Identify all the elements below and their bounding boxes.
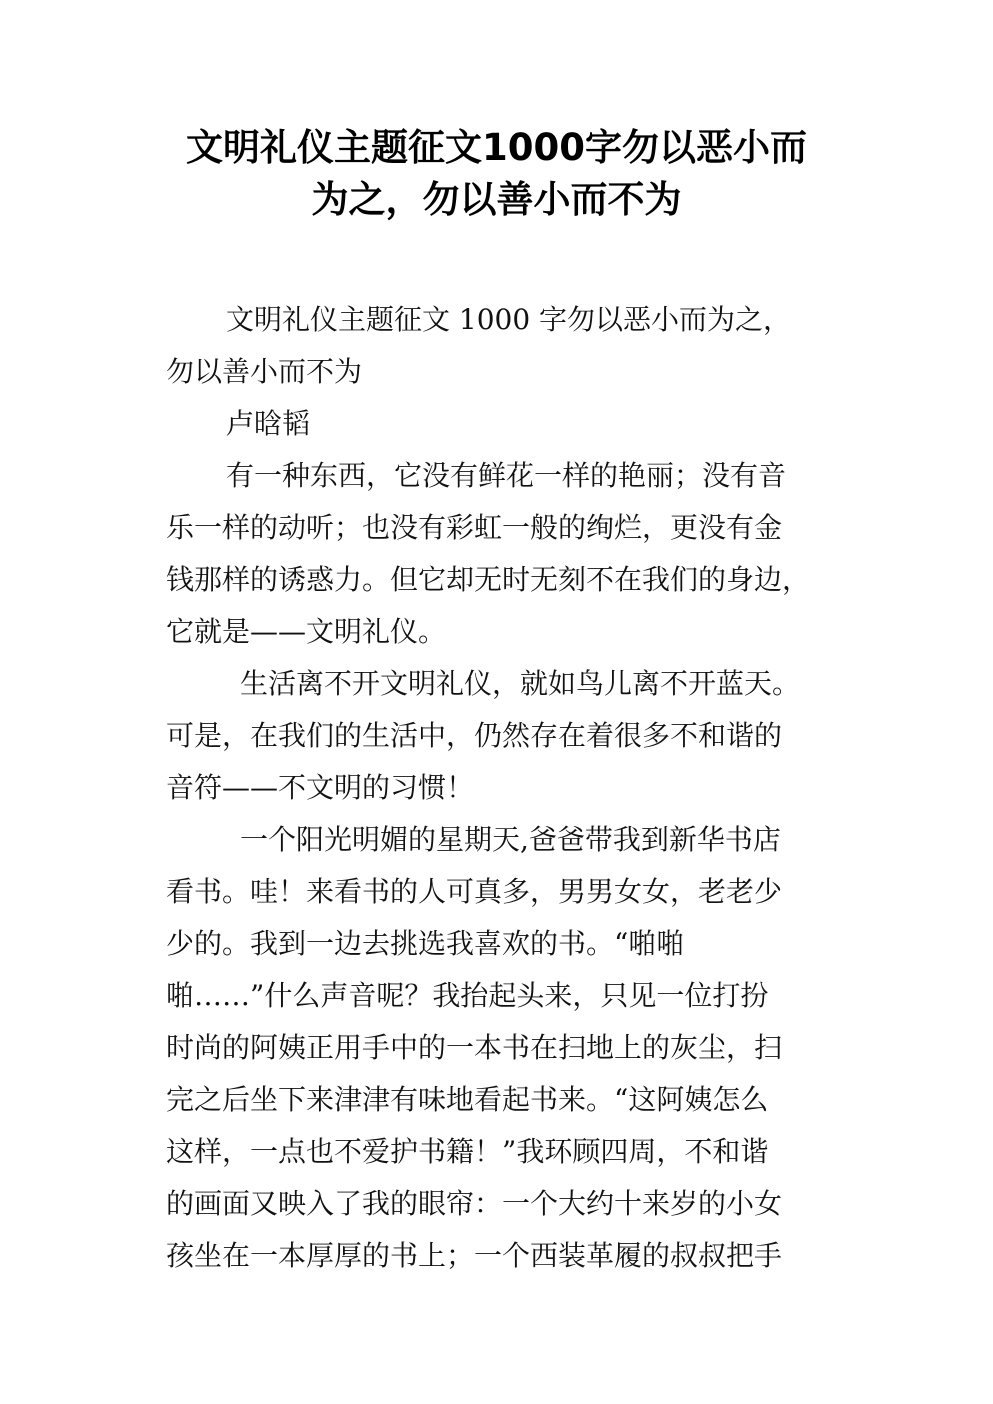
author-name: 卢晗韬	[226, 407, 311, 440]
paragraph-3-line-7: 这样，一点也不爱护书籍！”我环顾四周，不和谐	[166, 1135, 769, 1168]
document-title-line-2: 为之，勿以善小而不为	[311, 178, 682, 221]
paragraph-3-line-5: 时尚的阿姨正用手中的一本书在扫地上的灰尘，扫	[166, 1031, 783, 1064]
paragraph-2-line-3: 音符——不文明的习惯！	[166, 771, 475, 804]
subtitle-line-2: 勿以善小而不为	[166, 355, 363, 388]
paragraph-3-line-6: 完之后坐下来津津有味地看起书来。“这阿姨怎么	[166, 1083, 769, 1116]
document-title-line-1: 文明礼仪主题征文1000字勿以恶小而	[186, 126, 807, 169]
paragraph-3-line-9: 孩坐在一本厚厚的书上；一个西装革履的叔叔把手	[166, 1239, 783, 1272]
paragraph-1-line-2: 乐一样的动听；也没有彩虹一般的绚烂，更没有金	[166, 511, 783, 544]
paragraph-3-line-3: 少的。我到一边去挑选我喜欢的书。“啪啪	[166, 927, 685, 960]
paragraph-2-line-2: 可是，在我们的生活中，仍然存在着很多不和谐的	[166, 719, 783, 752]
paragraph-3-line-8: 的画面又映入了我的眼帘：一个大约十来岁的小女	[166, 1187, 783, 1220]
paragraph-3-line-1: 一个阳光明媚的星期天,爸爸带我到新华书店	[240, 823, 781, 856]
paragraph-2-line-1: 生活离不开文明礼仪，就如鸟儿离不开蓝天。	[240, 667, 801, 700]
paragraph-3-line-2: 看书。哇！来看书的人可真多，男男女女，老老少	[166, 875, 783, 908]
paragraph-1-line-3: 钱那样的诱惑力。但它却无时无刻不在我们的身边，	[166, 563, 811, 596]
paragraph-1-line-1: 有一种东西，它没有鲜花一样的艳丽；没有音	[226, 459, 787, 492]
paragraph-3-line-4: 啪……”什么声音呢？我抬起头来，只见一位打扮	[166, 979, 769, 1012]
subtitle-line-1: 文明礼仪主题征文 1000 字勿以恶小而为之，	[226, 303, 792, 336]
paragraph-1-line-4: 它就是——文明礼仪。	[166, 615, 447, 648]
